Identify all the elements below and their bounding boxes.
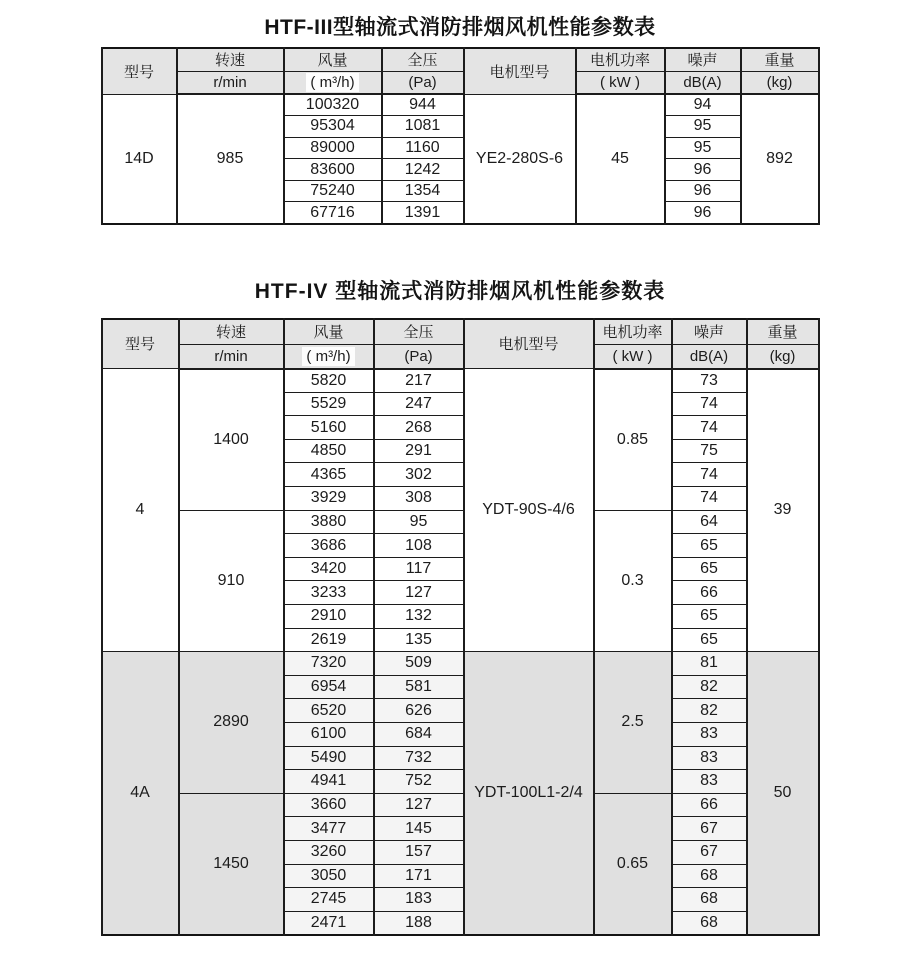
flow-cell: 7320 [284, 652, 374, 676]
noise-column-header: 噪声 [672, 319, 747, 345]
noise-cell: 74 [672, 392, 747, 416]
noise-cell: 81 [672, 652, 747, 676]
pressure-cell: 217 [374, 369, 464, 393]
pressure-cell: 135 [374, 628, 464, 652]
pressure-cell: 308 [374, 487, 464, 511]
pressure-cell: 944 [382, 94, 464, 116]
pressure-cell: 145 [374, 817, 464, 841]
noise-cell: 83 [672, 722, 747, 746]
pressure-cell: 1081 [382, 116, 464, 138]
power-cell: 45 [576, 94, 665, 224]
table-row [102, 94, 819, 116]
noise-cell: 68 [672, 888, 747, 912]
flow-cell: 4365 [284, 463, 374, 487]
flow-cell: 3233 [284, 581, 374, 605]
flow-cell: 5160 [284, 416, 374, 440]
speed-cell: 1400 [179, 369, 284, 511]
flow-cell: 2471 [284, 911, 374, 935]
flow-cell: 95304 [284, 116, 382, 138]
weight-cell: 892 [741, 94, 819, 224]
motor-cell: YE2-280S-6 [464, 94, 576, 224]
htf-iii-table-title: HTF-III型轴流式消防排烟风机性能参数表 [264, 16, 656, 39]
noise-cell: 82 [672, 675, 747, 699]
table-row [102, 510, 819, 534]
noise-cell: 74 [672, 463, 747, 487]
flow-column-header: 风量 [284, 319, 374, 345]
flow-cell: 2910 [284, 605, 374, 629]
flow-cell: 2745 [284, 888, 374, 912]
weight-cell: 39 [747, 369, 819, 652]
pressure-cell: 268 [374, 416, 464, 440]
htf-iii-performance-table [101, 47, 820, 225]
table-row [102, 652, 819, 676]
noise-cell: 74 [672, 487, 747, 511]
motor-column-header: 电机型号 [464, 319, 594, 369]
power-cell: 2.5 [594, 652, 672, 794]
flow-cell: 5820 [284, 369, 374, 393]
pressure-cell: 626 [374, 699, 464, 723]
noise-cell: 74 [672, 416, 747, 440]
noise-cell: 67 [672, 840, 747, 864]
pressure-cell: 157 [374, 840, 464, 864]
speed-column-header: 转速 [177, 48, 284, 71]
flow-cell: 3929 [284, 487, 374, 511]
flow-unit-highlight: ( m³/h) [306, 73, 358, 92]
flow-cell: 3420 [284, 557, 374, 581]
weight-unit-header: (kg) [741, 71, 819, 94]
speed-cell: 910 [179, 510, 284, 652]
power-unit-header: ( kW ) [576, 71, 665, 94]
speed-cell: 2890 [179, 652, 284, 794]
noise-cell: 83 [672, 746, 747, 770]
flow-cell: 5529 [284, 392, 374, 416]
noise-cell: 65 [672, 628, 747, 652]
noise-cell: 64 [672, 510, 747, 534]
motor-column-header: 电机型号 [464, 48, 576, 94]
noise-unit-header: dB(A) [665, 71, 741, 94]
motor-cell: YDT-100L1-2/4 [464, 652, 594, 935]
flow-cell: 100320 [284, 94, 382, 116]
noise-column-header: 噪声 [665, 48, 741, 71]
flow-cell: 3260 [284, 840, 374, 864]
noise-cell: 65 [672, 557, 747, 581]
noise-cell: 65 [672, 605, 747, 629]
flow-unit-header [284, 345, 374, 369]
pressure-unit-header: (Pa) [374, 345, 464, 369]
pressure-cell: 95 [374, 510, 464, 534]
motor-cell: YDT-90S-4/6 [464, 369, 594, 652]
power-column-header: 电机功率 [594, 319, 672, 345]
htf-iv-performance-table [101, 318, 820, 936]
power-column-header: 电机功率 [576, 48, 665, 71]
power-cell: 0.85 [594, 369, 672, 511]
pressure-cell: 752 [374, 770, 464, 794]
speed-unit-header: r/min [177, 71, 284, 94]
pressure-unit-header: (Pa) [382, 71, 464, 94]
model-cell: 4A [102, 652, 179, 935]
pressure-cell: 1391 [382, 202, 464, 224]
weight-unit-header: (kg) [747, 345, 819, 369]
weight-column-header: 重量 [741, 48, 819, 71]
speed-column-header: 转速 [179, 319, 284, 345]
speed-unit-header: r/min [179, 345, 284, 369]
pressure-cell: 684 [374, 722, 464, 746]
noise-cell: 82 [672, 699, 747, 723]
noise-cell: 66 [672, 581, 747, 605]
flow-cell: 75240 [284, 180, 382, 202]
weight-column-header: 重量 [747, 319, 819, 345]
pressure-cell: 132 [374, 605, 464, 629]
flow-cell: 4941 [284, 770, 374, 794]
flow-cell: 3660 [284, 793, 374, 817]
flow-column-header: 风量 [284, 48, 382, 71]
flow-cell: 3477 [284, 817, 374, 841]
model-column-header: 型号 [102, 48, 177, 94]
pressure-cell: 127 [374, 793, 464, 817]
pressure-cell: 1160 [382, 137, 464, 159]
weight-cell: 50 [747, 652, 819, 935]
speed-cell: 985 [177, 94, 284, 224]
noise-cell: 73 [672, 369, 747, 393]
noise-cell: 96 [665, 202, 741, 224]
noise-cell: 75 [672, 439, 747, 463]
power-cell: 0.65 [594, 793, 672, 935]
pressure-cell: 509 [374, 652, 464, 676]
power-unit-header: ( kW ) [594, 345, 672, 369]
pressure-column-header: 全压 [382, 48, 464, 71]
pressure-cell: 1242 [382, 159, 464, 181]
flow-cell: 3880 [284, 510, 374, 534]
noise-cell: 96 [665, 180, 741, 202]
pressure-cell: 171 [374, 864, 464, 888]
flow-cell: 3686 [284, 534, 374, 558]
noise-cell: 96 [665, 159, 741, 181]
pressure-cell: 247 [374, 392, 464, 416]
pressure-cell: 302 [374, 463, 464, 487]
flow-cell: 5490 [284, 746, 374, 770]
flow-cell: 4850 [284, 439, 374, 463]
power-cell: 0.3 [594, 510, 672, 652]
flow-cell: 6520 [284, 699, 374, 723]
pressure-cell: 732 [374, 746, 464, 770]
flow-cell: 6954 [284, 675, 374, 699]
flow-unit-highlight: ( m³/h) [302, 347, 354, 366]
noise-cell: 94 [665, 94, 741, 116]
table-row [102, 793, 819, 817]
noise-cell: 66 [672, 793, 747, 817]
pressure-cell: 188 [374, 911, 464, 935]
flow-cell: 83600 [284, 159, 382, 181]
noise-cell: 65 [672, 534, 747, 558]
pressure-cell: 581 [374, 675, 464, 699]
noise-cell: 67 [672, 817, 747, 841]
noise-cell: 83 [672, 770, 747, 794]
pressure-cell: 183 [374, 888, 464, 912]
flow-cell: 3050 [284, 864, 374, 888]
pressure-cell: 291 [374, 439, 464, 463]
noise-cell: 95 [665, 137, 741, 159]
pressure-cell: 108 [374, 534, 464, 558]
flow-cell: 6100 [284, 722, 374, 746]
flow-cell: 89000 [284, 137, 382, 159]
speed-cell: 1450 [179, 793, 284, 935]
model-cell: 14D [102, 94, 177, 224]
table-row [102, 369, 819, 393]
flow-unit-header [284, 71, 382, 94]
noise-cell: 68 [672, 864, 747, 888]
noise-unit-header: dB(A) [672, 345, 747, 369]
pressure-cell: 117 [374, 557, 464, 581]
pressure-cell: 127 [374, 581, 464, 605]
noise-cell: 68 [672, 911, 747, 935]
pressure-cell: 1354 [382, 180, 464, 202]
model-cell: 4 [102, 369, 179, 652]
flow-cell: 2619 [284, 628, 374, 652]
model-column-header: 型号 [102, 319, 179, 369]
flow-cell: 67716 [284, 202, 382, 224]
htf-iv-table-title: HTF-IV 型轴流式消防排烟风机性能参数表 [254, 279, 666, 303]
pressure-column-header: 全压 [374, 319, 464, 345]
noise-cell: 95 [665, 116, 741, 138]
